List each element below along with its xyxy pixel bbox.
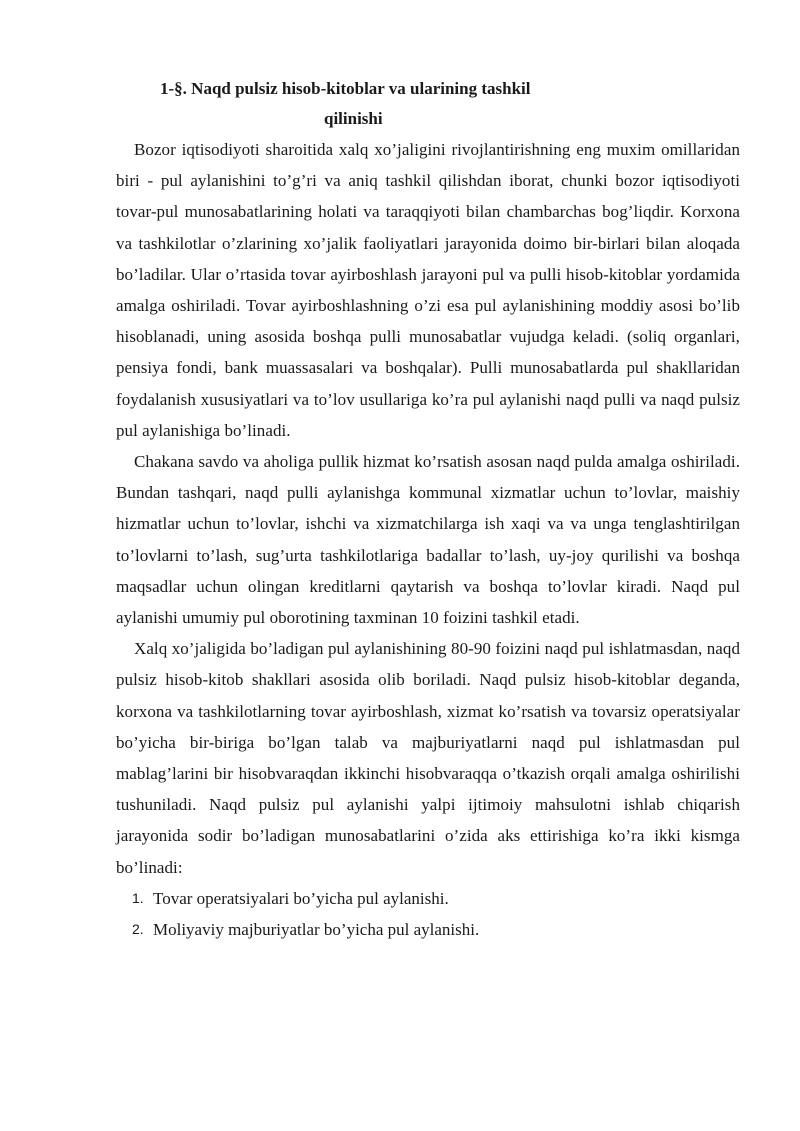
- list-item-number: 1.: [132, 889, 144, 906]
- paragraph-2: Chakana savdo va aholiga pullik hizmat ko’rsatish asosan naqd pulda amalga oshiriladi. Bundan tashqari, naqd pulli aylanishga kommunal xizmatlar uchun to’lovlar, maishiy hizmatlar uchun to’lovlar, ishchi va xizmatchilarga ish xaqi va va unga tenglashtirilgan to’lovlarni to’lash, sug’urta tashkilotlariga badallar to’lash, uy-joy qurilishi va boshqa maqsadlar uchun olingan kreditlarni qaytarish va boshqa to’lovlar kiradi. Naqd pul aylanishi umumiy pul oborotining taxminan 10 foizini tashkil etadi.: [116, 452, 740, 628]
- list-item: [116, 883, 740, 914]
- list-item-text: Tovar operatsiyalari bo’yicha pul aylanishi.: [153, 888, 449, 908]
- list-item-number: 2.: [132, 921, 144, 938]
- list-item: [116, 914, 740, 945]
- paragraph-3: Xalq xo’jaligida bo’ladigan pul aylanishining 80-90 foizini naqd pul ishlatmasdan, naqd pulsiz hisob-kitob shakllari asosida olib boriladi. Naqd pulsiz hisob-kitoblar deganda, korxona va tashkilotlarning tovar ayirboshlash, xizmat ko’rsatish va tovarsiz operatsiyalar bo’yicha bir-biriga bo’lgan talab va majburiyatlarni naqd pul ishlatmasdan pul mablag’larini bir hisobvaraqdan ikkinchi hisobvaraqqa o’tkazish orqali amalga oshirilishi tushuniladi. Naqd pulsiz pul aylanishi yalpi ijtimoiy mahsulotni ishlab chiqarish jarayonida sodir bo’ladigan munosabatlarini o’zida aks ettirishiga ko’ra ikki kismga bo’linadi:: [116, 639, 740, 877]
- list-item-text: Moliyaviy majburiyatlar bo’yicha pul aylanishi.: [153, 920, 480, 940]
- paragraph-1: Bozor iqtisodiyoti sharoitida xalq xo’jaligini rivojlantirishning eng muxim omillaridan biri - pul aylanishini to’g’ri va aniq tashkil qilishdan iborat, chunki bozor iqtisodiyoti tovar-pul munosabatlarining holati va taraqqiyoti bilan chambarchas bog’liqdir. Korxona va tashkilotlar o’zlarining xo’jalik faoliyatlari jarayonida doimo bir-birlari bilan aloqada bo’ladilar. Ular o’rtasida tovar ayirboshlash jarayoni pul va pulli hisob-kitoblar yordamida amalga oshiriladi. Tovar ayirboshlashning o’zi esa pul aylanishining moddiy asosi bo’lib hisoblanadi, uning asosida boshqa pulli munosabatlar vujudga keladi. (soliq organlari, pensiya fondi, bank muassasalari va boshqalar). Pulli munosabatlarda pul shakllaridan foydalanish xususiyatlari va to’lov usullariga ko’ra pul aylanishi naqd pulli va naqd pulsiz pul aylanishiga bo’linadi.: [116, 140, 740, 440]
- section-heading: [116, 74, 740, 134]
- section-heading-line-2: qilinishi: [324, 109, 383, 128]
- document-page: [116, 72, 740, 945]
- numbered-list: [116, 883, 740, 945]
- section-heading-line-1: 1-§. Naqd pulsiz hisob-kitoblar va ularining tashkil: [160, 79, 531, 98]
